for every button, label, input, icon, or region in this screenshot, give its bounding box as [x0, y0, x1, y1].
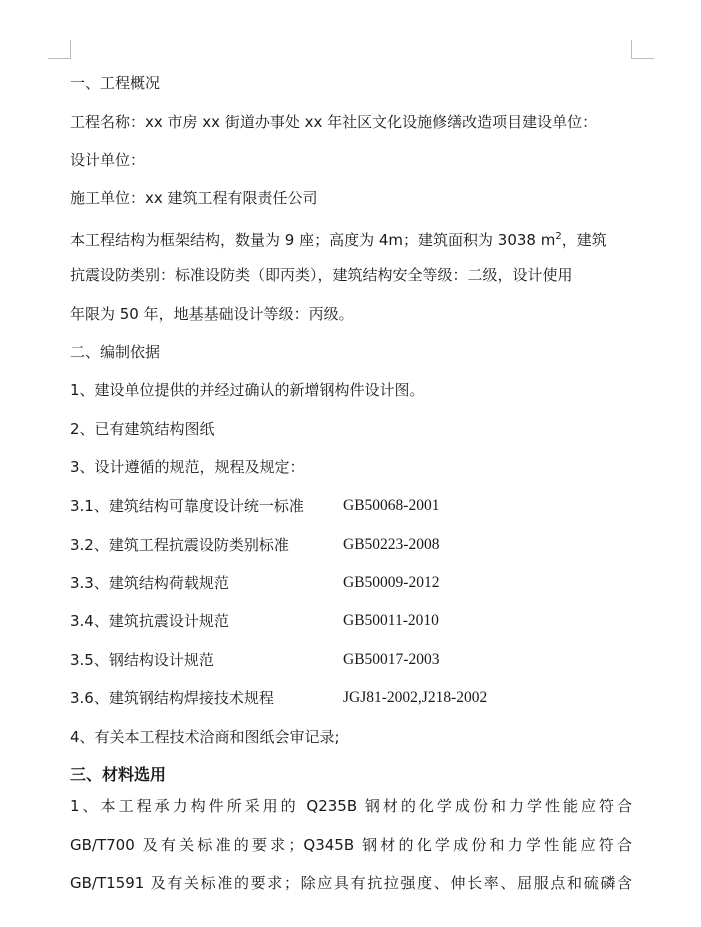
section-3-heading: 三、材料选用	[70, 765, 167, 784]
basis-item-4: 4、有关本工程技术洽商和图纸会审记录;	[70, 728, 340, 746]
material-line-2: GB/T700 及有关标准的要求；Q345B 钢材的化学成份和力学性能应符合	[70, 836, 632, 854]
structure-line-2: 抗震设防类别：标准设防类（即丙类），建筑结构安全等级：二级，设计使用	[70, 266, 573, 284]
standard-code: JGJ81-2002,J218-2002	[343, 689, 488, 706]
standard-row	[70, 650, 632, 670]
basis-item-1: 1、建设单位提供的并经过确认的新增钢构件设计图。	[70, 381, 425, 399]
standard-name: 3.5、钢结构设计规范	[70, 651, 214, 669]
construction-unit-line: 施工单位：xx 建筑工程有限责任公司	[70, 189, 318, 207]
standard-code: GB50011-2010	[343, 612, 439, 629]
structure-line-1-tail: ，建筑	[561, 231, 607, 249]
standard-row	[70, 573, 632, 593]
basis-item-2: 2、已有建筑结构图纸	[70, 420, 215, 438]
page-corner-mark-top-left	[48, 40, 71, 59]
basis-item-3: 3、设计遵循的规范，规程及规定：	[70, 458, 305, 476]
project-name-line: 工程名称：xx 市房 xx 街道办事处 xx 年社区文化设施修缮改造项目建设单位：	[70, 113, 598, 131]
standard-code: GB50017-2003	[343, 651, 440, 668]
structure-line-1	[70, 227, 632, 250]
standard-row	[70, 535, 632, 555]
standard-name: 3.4、建筑抗震设计规范	[70, 612, 229, 630]
standard-name: 3.6、建筑钢结构焊接技术规程	[70, 689, 274, 707]
area-unit-superscript: 2	[555, 231, 562, 242]
standard-code: GB50223-2008	[343, 536, 440, 553]
standard-code: GB50068-2001	[343, 497, 440, 514]
standard-name: 3.3、建筑结构荷载规范	[70, 574, 229, 592]
structure-line-3: 年限为 50 年，地基基础设计等级：丙级。	[70, 305, 354, 323]
standard-row	[70, 496, 632, 516]
standard-name: 3.1、建筑结构可靠度设计统一标准	[70, 497, 304, 515]
standard-row	[70, 688, 632, 708]
design-unit-line: 设计单位：	[70, 151, 146, 169]
standard-name: 3.2、建筑工程抗震设防类别标准	[70, 536, 289, 554]
section-1-heading: 一、工程概况	[70, 74, 161, 92]
material-line-3: GB/T1591 及有关标准的要求；除应具有抗拉强度、伸长率、屈服点和硫磷含	[70, 874, 632, 892]
standard-row	[70, 611, 632, 631]
material-line-1: 1、本工程承力构件所采用的 Q235B 钢材的化学成份和力学性能应符合	[70, 797, 632, 815]
standard-code: GB50009-2012	[343, 574, 440, 591]
structure-line-1-text: 本工程结构为框架结构，数量为 9 座；高度为 4m；建筑面积为 3038 m	[70, 231, 556, 249]
page-corner-mark-top-right	[631, 40, 654, 59]
section-2-heading: 二、编制依据	[70, 343, 161, 361]
